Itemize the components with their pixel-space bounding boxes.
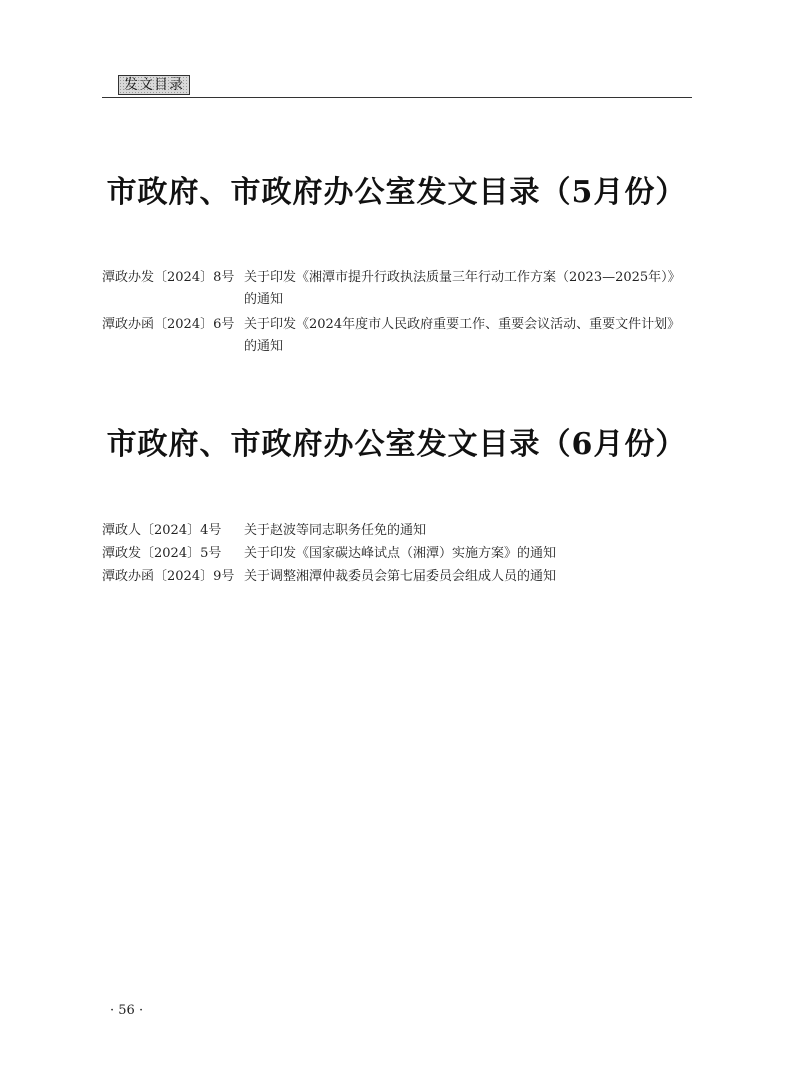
- document-title: 关于调整湘潭仲裁委员会第七届委员会组成人员的通知: [244, 569, 557, 584]
- document-title: 关于印发《湘潭市提升行政执法质量三年行动工作方案（2023—2025年）》的通知: [244, 270, 681, 307]
- document-number: 潭政办发〔2024〕8号: [102, 270, 235, 285]
- document-title: 关于赵波等同志职务任免的通知: [244, 523, 427, 538]
- section-title-may: 市政府、市政府办公室发文目录（5月份）: [106, 175, 687, 210]
- section-title-june: 市政府、市政府办公室发文目录（6月份）: [106, 427, 687, 462]
- document-number: 潭政办函〔2024〕6号: [102, 317, 235, 332]
- page-number: · 56 ·: [110, 1003, 144, 1018]
- document-number: 潭政人〔2024〕4号: [102, 523, 222, 538]
- document-title: 关于印发《2024年度市人民政府重要工作、重要会议活动、重要文件计划》的通知: [244, 317, 681, 354]
- document-title: 关于印发《国家碳达峰试点（湘潭）实施方案》的通知: [244, 546, 557, 561]
- document-number: 潭政办函〔2024〕9号: [102, 569, 235, 584]
- header-rule: [102, 97, 692, 98]
- document-number: 潭政发〔2024〕5号: [102, 546, 222, 561]
- header-tag: 发文目录: [118, 75, 190, 95]
